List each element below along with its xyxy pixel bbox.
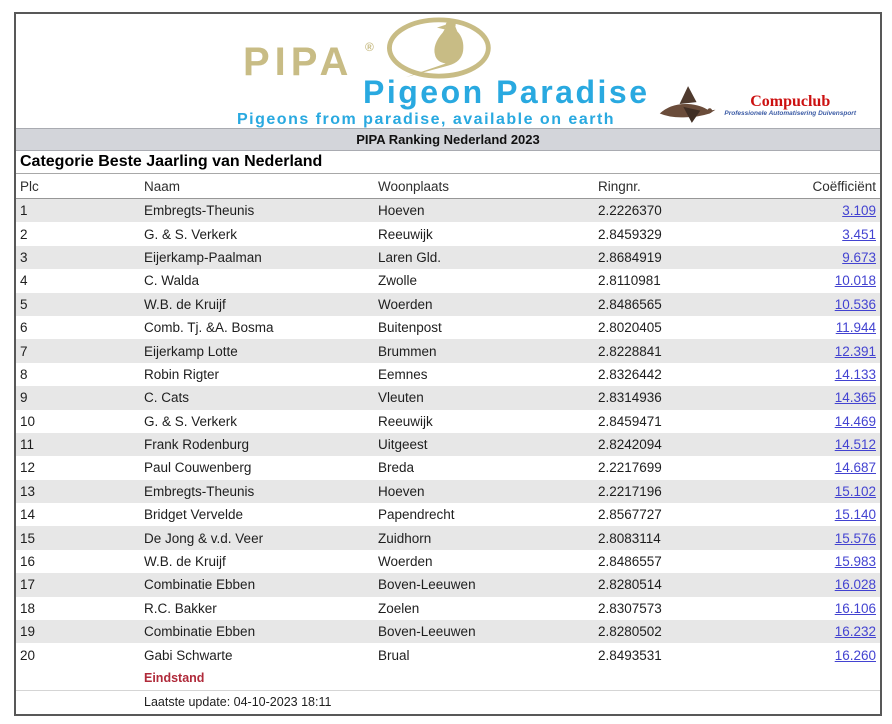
- cell-ringnr: 2.2217699: [598, 460, 662, 476]
- pipa-pigeon-logo-icon: [376, 16, 494, 80]
- table-row: [16, 199, 880, 223]
- table-header-row: [16, 174, 880, 199]
- table-row: [16, 363, 880, 386]
- compuclub-tagline: Professionele Automatisering Duivensport: [724, 110, 856, 118]
- ranking-banner-title: PIPA Ranking Nederland 2023: [16, 128, 880, 151]
- cell-woonplaats: Boven-Leeuwen: [378, 624, 476, 640]
- cell-ringnr: 2.8567727: [598, 507, 662, 523]
- cell-plc: 11: [20, 437, 35, 453]
- cell-plc: 17: [20, 577, 36, 593]
- cell-coefficient: [740, 199, 880, 223]
- cell-woonplaats: Zwolle: [378, 273, 418, 289]
- cell-plc: 10: [20, 413, 36, 429]
- table-row: [16, 222, 880, 245]
- table-row: [16, 246, 880, 269]
- cell-naam: Gabi Schwarte: [144, 647, 233, 663]
- table-row: [16, 456, 880, 479]
- table-row: [16, 316, 880, 339]
- table-row: [16, 620, 880, 643]
- cell-coefficient: [740, 433, 880, 456]
- col-header-ringnr: Ringnr.: [594, 174, 740, 199]
- col-header-coefficient: Coëfficiënt: [740, 174, 880, 199]
- cell-naam: De Jong & v.d. Veer: [144, 530, 264, 546]
- coefficient-link[interactable]: 14.512: [834, 437, 876, 453]
- coefficient-link[interactable]: 16.106: [834, 600, 876, 616]
- cell-ringnr: 2.8020405: [598, 320, 662, 336]
- cell-plc: 14: [20, 507, 36, 523]
- cell-ringnr: 2.2226370: [598, 203, 662, 219]
- cell-coefficient: [740, 410, 880, 433]
- cell-plc: 2: [20, 226, 28, 242]
- cell-plc: 5: [20, 296, 28, 312]
- cell-plc: 20: [20, 647, 36, 663]
- cell-coefficient: [740, 246, 880, 269]
- coefficient-link[interactable]: 3.451: [842, 226, 876, 242]
- cell-woonplaats: Brual: [378, 647, 410, 663]
- coefficient-link[interactable]: 3.109: [842, 203, 876, 219]
- pipa-wordmark: PIPA: [243, 40, 354, 84]
- coefficient-link[interactable]: 16.232: [834, 624, 876, 640]
- coefficient-link[interactable]: 15.140: [834, 507, 876, 523]
- cell-plc: 8: [20, 366, 28, 382]
- cell-coefficient: [740, 573, 880, 596]
- cell-woonplaats: Laren Gld.: [378, 249, 442, 265]
- coefficient-link[interactable]: 16.260: [834, 647, 876, 663]
- cell-naam: Combinatie Ebben: [144, 624, 256, 640]
- cell-plc: 15: [20, 530, 36, 546]
- cell-coefficient: [740, 620, 880, 643]
- cell-coefficient: [740, 269, 880, 292]
- cell-naam: Embregts-Theunis: [144, 203, 255, 219]
- cell-ringnr: 2.2217196: [598, 483, 662, 499]
- coefficient-link[interactable]: 15.983: [834, 554, 876, 570]
- table-row: [16, 597, 880, 620]
- cell-coefficient: [740, 316, 880, 339]
- coefficient-link[interactable]: 11.944: [835, 320, 876, 336]
- cell-coefficient: [740, 222, 880, 245]
- cell-ringnr: 2.8459471: [598, 413, 662, 429]
- cell-coefficient: [740, 386, 880, 409]
- cell-naam: Robin Rigter: [144, 366, 220, 382]
- cell-coefficient: [740, 456, 880, 479]
- eindstand-row: [16, 667, 880, 691]
- table-row: [16, 526, 880, 549]
- cell-plc: 18: [20, 600, 36, 616]
- table-row: [16, 573, 880, 596]
- cell-coefficient: [740, 597, 880, 620]
- cell-plc: 1: [20, 203, 28, 219]
- cell-plc: 4: [20, 273, 28, 289]
- cell-coefficient: [740, 339, 880, 362]
- cell-naam: Embregts-Theunis: [144, 483, 255, 499]
- table-row: [16, 339, 880, 362]
- compuclub-logo: [656, 84, 856, 126]
- cell-ringnr: 2.8486557: [598, 554, 662, 570]
- cell-woonplaats: Boven-Leeuwen: [378, 577, 476, 593]
- cell-woonplaats: Buitenpost: [378, 320, 442, 336]
- col-header-naam: Naam: [140, 174, 374, 199]
- eindstand-label: Eindstand: [144, 671, 205, 686]
- cell-ringnr: 2.8110981: [598, 273, 661, 289]
- cell-woonplaats: Hoeven: [378, 483, 425, 499]
- last-update-label: Laatste update: 04-10-2023 18:11: [140, 690, 880, 714]
- cell-ringnr: 2.8280514: [598, 577, 662, 593]
- cell-coefficient: [740, 293, 880, 316]
- compuclub-name: Compuclub: [750, 92, 831, 110]
- cell-woonplaats: Woerden: [378, 554, 433, 570]
- cell-coefficient: [740, 643, 880, 666]
- cell-ringnr: 2.8228841: [598, 343, 662, 359]
- last-update-row: [16, 690, 880, 714]
- coefficient-link[interactable]: 14.133: [834, 366, 876, 382]
- table-row: [16, 386, 880, 409]
- coefficient-link[interactable]: 16.028: [834, 577, 876, 593]
- cell-plc: 12: [20, 460, 36, 476]
- cell-plc: 16: [20, 554, 36, 570]
- cell-ringnr: 2.8314936: [598, 390, 662, 406]
- cell-naam: Paul Couwenberg: [144, 460, 252, 476]
- cell-naam: Combinatie Ebben: [144, 577, 256, 593]
- cell-woonplaats: Zuidhorn: [378, 530, 432, 546]
- cell-plc: 3: [20, 249, 28, 265]
- table-row: [16, 550, 880, 573]
- table-row: [16, 293, 880, 316]
- cell-naam: W.B. de Kruijf: [144, 296, 226, 312]
- pigeon-paradise-title: Pigeon Paradise: [363, 74, 650, 110]
- cell-coefficient: [740, 480, 880, 503]
- table-row: [16, 503, 880, 526]
- cell-plc: 7: [20, 343, 28, 359]
- table-row: [16, 643, 880, 666]
- cell-plc: 9: [20, 390, 28, 406]
- cell-woonplaats: Reeuwijk: [378, 413, 433, 429]
- cell-ringnr: 2.8083114: [598, 530, 661, 546]
- cell-woonplaats: Hoeven: [378, 203, 425, 219]
- table-row: [16, 480, 880, 503]
- masthead: [16, 14, 880, 128]
- cell-naam: Eijerkamp-Paalman: [144, 249, 262, 265]
- table-row: [16, 269, 880, 292]
- ranking-page: [14, 12, 882, 716]
- cell-ringnr: 2.8486565: [598, 296, 662, 312]
- cell-woonplaats: Eemnes: [378, 366, 428, 382]
- coefficient-link[interactable]: 10.536: [834, 296, 876, 312]
- cell-woonplaats: Uitgeest: [378, 437, 428, 453]
- coefficient-link[interactable]: 14.469: [834, 413, 876, 429]
- cell-naam: C. Walda: [144, 273, 200, 289]
- cell-ringnr: 2.8280502: [598, 624, 662, 640]
- cell-woonplaats: Vleuten: [378, 390, 424, 406]
- cell-ringnr: 2.8326442: [598, 366, 662, 382]
- cell-naam: G. & S. Verkerk: [144, 226, 238, 242]
- coefficient-link[interactable]: 10.018: [834, 273, 876, 289]
- cell-naam: Comb. Tj. &A. Bosma: [144, 320, 274, 336]
- cell-ringnr: 2.8493531: [598, 647, 662, 663]
- cell-naam: R.C. Bakker: [144, 600, 217, 616]
- cell-woonplaats: Woerden: [378, 296, 433, 312]
- table-row: [16, 433, 880, 456]
- cell-coefficient: [740, 503, 880, 526]
- cell-coefficient: [740, 526, 880, 549]
- coefficient-link[interactable]: 14.687: [834, 460, 876, 476]
- cell-ringnr: 2.8242094: [598, 437, 662, 453]
- cell-plc: 6: [20, 320, 28, 336]
- category-title: Categorie Beste Jaarling van Nederland: [16, 151, 880, 174]
- cell-plc: 13: [20, 483, 36, 499]
- coefficient-link[interactable]: 14.365: [834, 390, 876, 406]
- cell-ringnr: 2.8307573: [598, 600, 662, 616]
- cell-woonplaats: Papendrecht: [378, 507, 455, 523]
- cell-woonplaats: Brummen: [378, 343, 437, 359]
- cell-ringnr: 2.8459329: [598, 226, 662, 242]
- cell-woonplaats: Breda: [378, 460, 415, 476]
- cell-ringnr: 2.8684919: [598, 249, 662, 265]
- compuclub-pigeon-icon: [656, 84, 722, 126]
- coefficient-link[interactable]: 12.391: [834, 343, 876, 359]
- coefficient-link[interactable]: 15.576: [834, 530, 876, 546]
- cell-naam: C. Cats: [144, 390, 190, 406]
- cell-plc: 19: [20, 624, 36, 640]
- cell-woonplaats: Reeuwijk: [378, 226, 433, 242]
- table-body: [16, 199, 880, 667]
- cell-naam: W.B. de Kruijf: [144, 554, 226, 570]
- cell-coefficient: [740, 363, 880, 386]
- table-row: [16, 410, 880, 433]
- cell-naam: G. & S. Verkerk: [144, 413, 238, 429]
- coefficient-link[interactable]: 9.673: [842, 249, 876, 265]
- cell-naam: Bridget Vervelde: [144, 507, 244, 523]
- cell-naam: Eijerkamp Lotte: [144, 343, 238, 359]
- col-header-woonplaats: Woonplaats: [374, 174, 594, 199]
- cell-woonplaats: Zoelen: [378, 600, 420, 616]
- registered-mark-icon: ®: [365, 40, 374, 54]
- cell-naam: Frank Rodenburg: [144, 437, 250, 453]
- col-header-plc: Plc: [16, 174, 140, 199]
- logo-tagline: Pigeons from paradise, available on earth: [237, 111, 616, 128]
- table-footer: [16, 667, 880, 714]
- ranking-table: [16, 174, 880, 714]
- coefficient-link[interactable]: 15.102: [834, 483, 876, 499]
- cell-coefficient: [740, 550, 880, 573]
